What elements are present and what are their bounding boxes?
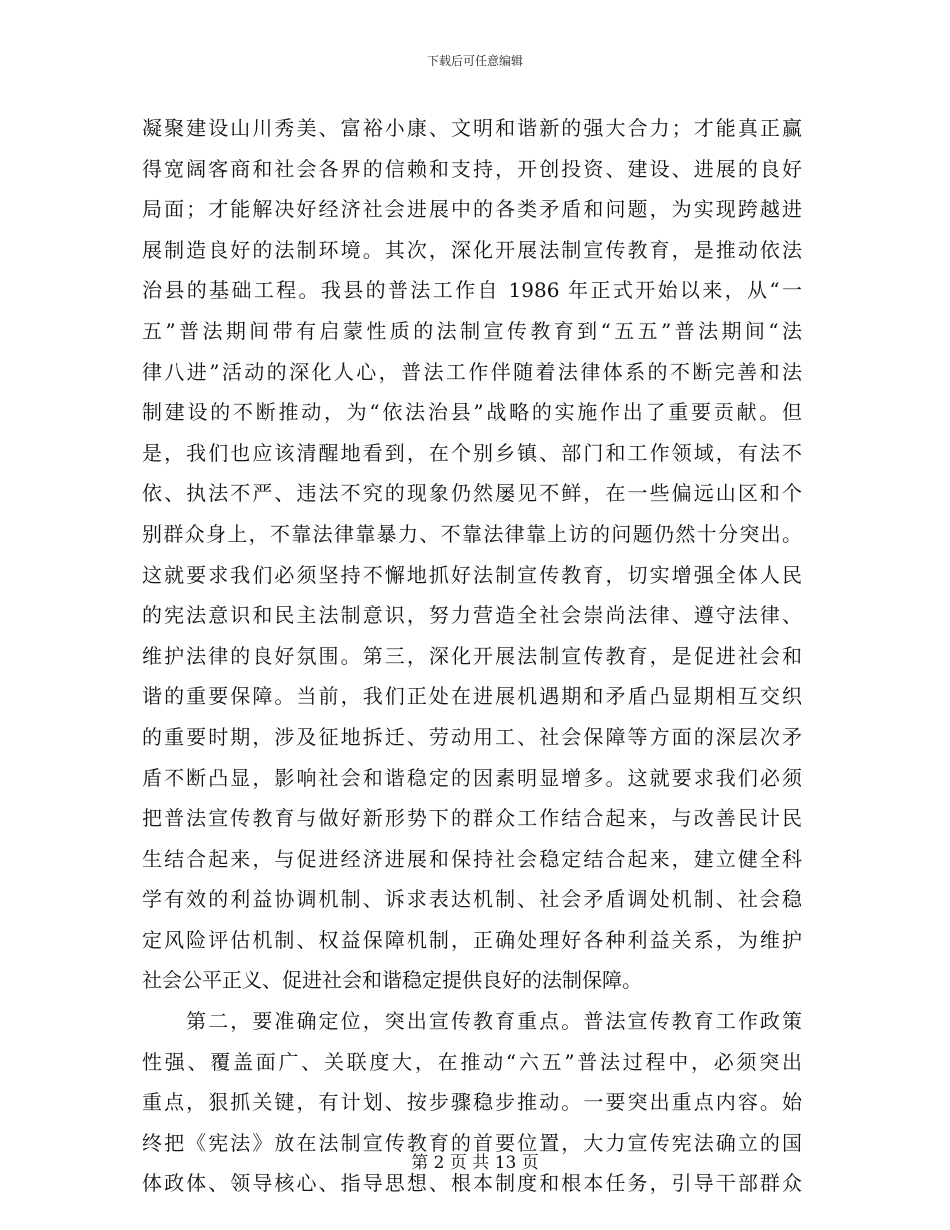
- body-line: 律八进”活动的深化人心，普法工作伴随着法律体系的不断完善和法: [142, 359, 802, 384]
- body-line: 终把《宪法》放在法制宣传教育的首要位置，大力宣传宪法确立的国: [142, 1130, 802, 1155]
- body-line: 制建设的不断推动，为“依法治县”战略的实施作出了重要贡献。但: [142, 400, 802, 425]
- body-line: 五”普法期间带有启蒙性质的法制宣传教育到“五五”普法期间“法: [142, 318, 802, 343]
- body-line: 盾不断凸显，影响社会和谐稳定的因素明显增多。这就要求我们必须: [142, 765, 802, 790]
- body-line: 别群众身上，不靠法律靠暴力、不靠法律靠上访的问题仍然十分突出。: [142, 521, 802, 546]
- body-line: 依、执法不严、违法不究的现象仍然屡见不鲜，在一些偏远山区和个: [142, 481, 802, 506]
- body-line: 局面；才能解决好经济社会进展中的各类矛盾和问题，为实现跨越进: [142, 197, 802, 222]
- body-line: 把普法宣传教育与做好新形势下的群众工作结合起来，与改善民计民: [142, 806, 802, 831]
- body-line: 谐的重要保障。当前，我们正处在进展机遇期和矛盾凸显期相互交织: [142, 684, 802, 709]
- body-line: 学有效的利益协调机制、诉求表达机制、社会矛盾调处机制、社会稳: [142, 887, 802, 912]
- body-line: 治县的基础工程。我县的普法工作自 1986 年正式开始以来，从“一: [142, 278, 802, 303]
- page-number-footer: 第 2 页 共 13 页: [411, 1153, 539, 1173]
- body-line: 这就要求我们必须坚持不懈地抓好法制宣传教育，切实增强全体人民: [142, 562, 802, 587]
- body-line: 维护法律的良好氛围。第三，深化开展法制宣传教育，是促进社会和: [142, 643, 802, 668]
- body-line: 重点，狠抓关键，有计划、按步骤稳步推动。一要突出重点内容。始: [142, 1090, 802, 1115]
- body-line: 第二，要准确定位，突出宣传教育重点。普法宣传教育工作政策: [142, 1009, 802, 1034]
- body-line: 性强、覆盖面广、关联度大，在推动“六五”普法过程中，必须突出: [142, 1049, 802, 1074]
- body-line: 的宪法意识和民主法制意识，努力营造全社会崇尚法律、遵守法律、: [142, 603, 802, 628]
- body-line: 社会公平正义、促进社会和谐稳定提供良好的法制保障。: [142, 968, 642, 993]
- body-line: 展制造良好的法制环境。其次，深化开展法制宣传教育，是推动依法: [142, 237, 802, 262]
- body-line: 是，我们也应该清醒地看到，在个别乡镇、部门和工作领域，有法不: [142, 440, 802, 465]
- body-line: 得宽阔客商和社会各界的信赖和支持，开创投资、建设、进展的良好: [142, 156, 802, 181]
- body-line: 的重要时期，涉及征地拆迁、劳动用工、社会保障等方面的深层次矛: [142, 724, 802, 749]
- page-header: 下载后可任意编辑: [426, 54, 523, 68]
- document-body: [142, 108, 802, 1204]
- body-line: 凝聚建设山川秀美、富裕小康、文明和谐新的强大合力；才能真正赢: [142, 116, 802, 140]
- body-line: 生结合起来，与促进经济进展和保持社会稳定结合起来，建立健全科: [142, 846, 802, 871]
- body-line: 体政体、领导核心、指导思想、根本制度和根本任务，引导干部群众: [142, 1171, 802, 1196]
- body-line: 定风险评估机制、权益保障机制，正确处理好各种利益关系，为维护: [142, 927, 802, 952]
